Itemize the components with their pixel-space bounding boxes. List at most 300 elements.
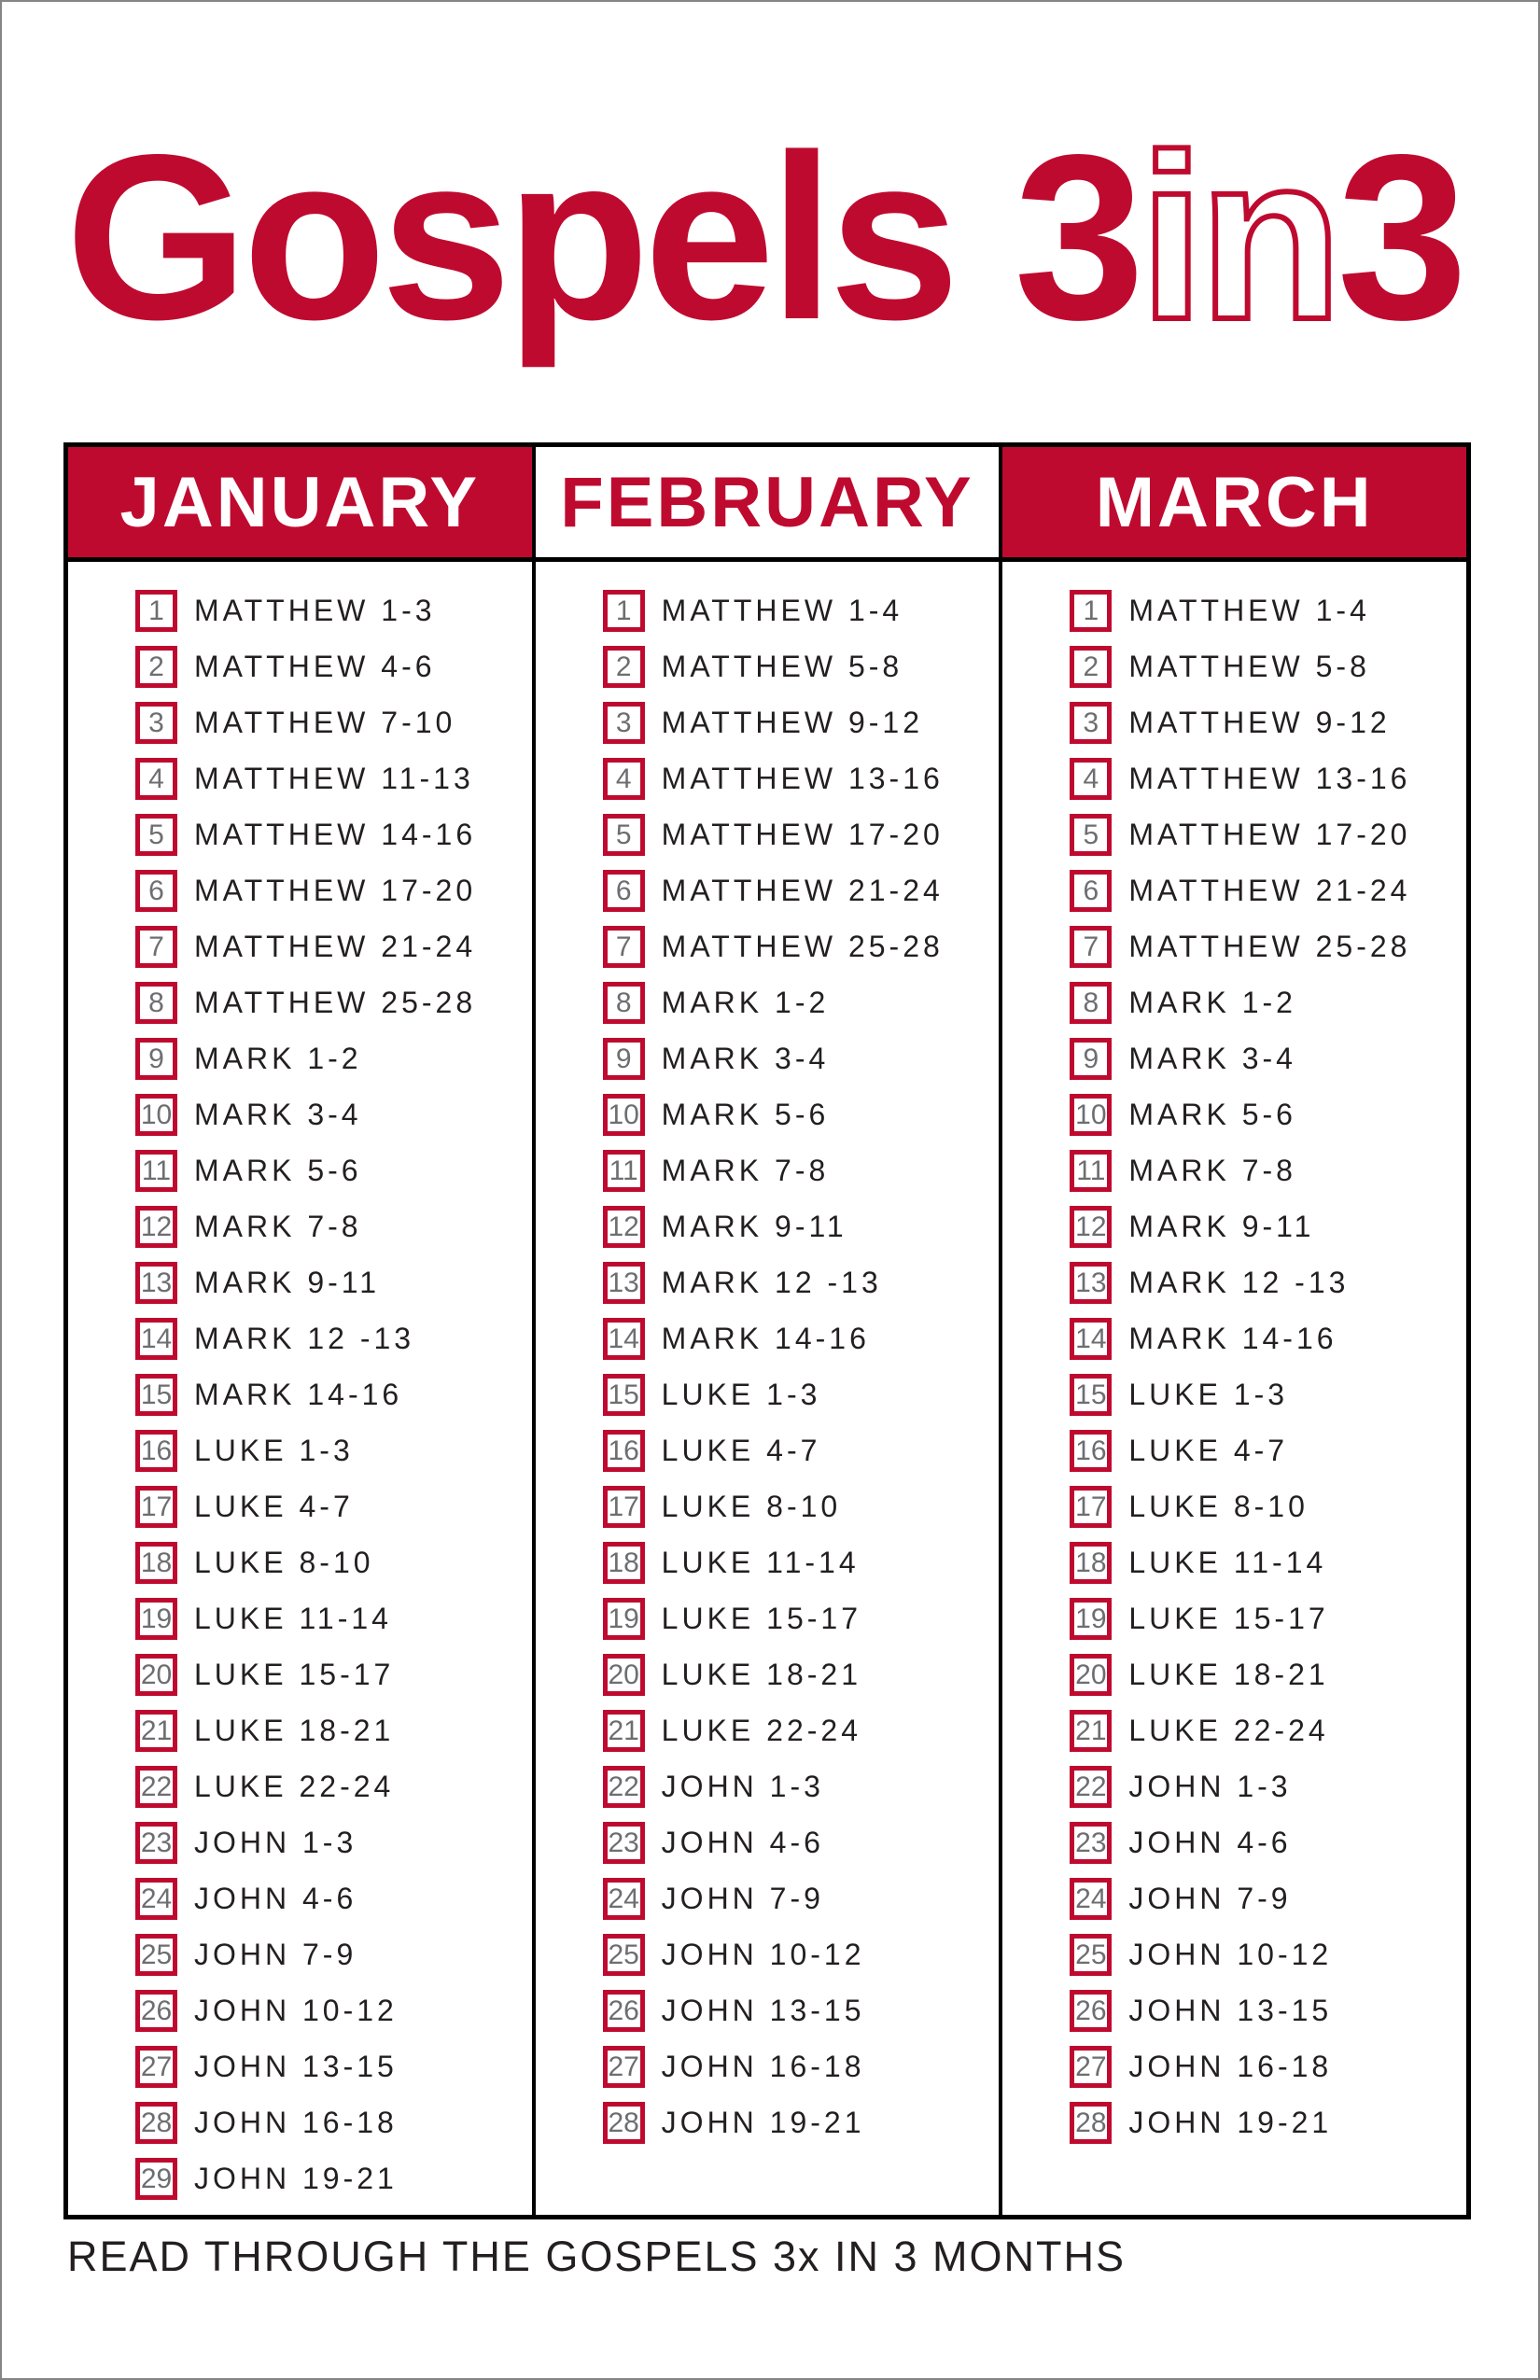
day-number: 19 — [608, 1603, 639, 1634]
reading-label: MARK 9-11 — [1128, 1210, 1315, 1243]
day-checkbox[interactable] — [603, 1430, 645, 1472]
day-checkbox[interactable] — [135, 982, 177, 1024]
reading-label: LUKE 8-10 — [194, 1546, 374, 1579]
reading-label: LUKE 11-14 — [194, 1602, 392, 1635]
day-checkbox[interactable] — [603, 1654, 645, 1696]
day-row — [135, 870, 532, 912]
reading-label: MARK 5-6 — [1128, 1098, 1296, 1131]
day-number: 16 — [1075, 1435, 1107, 1466]
day-number: 16 — [608, 1435, 639, 1466]
day-row — [135, 1654, 532, 1696]
reading-label: MATTHEW 25-28 — [1128, 930, 1411, 963]
day-number: 11 — [609, 1155, 638, 1186]
month-column-january — [68, 562, 532, 2215]
day-number: 6 — [148, 875, 164, 906]
day-number: 22 — [608, 1771, 639, 1802]
day-number: 3 — [1083, 707, 1099, 738]
day-number: 9 — [1083, 1043, 1099, 1074]
day-number: 25 — [140, 1939, 173, 1970]
reading-label: MARK 5-6 — [194, 1154, 362, 1187]
day-row — [1070, 1094, 1466, 1136]
day-checkbox[interactable] — [135, 1206, 177, 1248]
reading-label: JOHN 19-21 — [661, 2106, 865, 2139]
day-checkbox[interactable] — [1070, 1430, 1112, 1472]
reading-label: JOHN 19-21 — [194, 2162, 398, 2195]
day-row — [603, 926, 1000, 968]
day-checkbox[interactable] — [603, 1150, 645, 1192]
day-row — [135, 1486, 532, 1528]
day-number: 7 — [615, 931, 632, 962]
day-row — [603, 1542, 1000, 1584]
day-number: 15 — [608, 1379, 639, 1410]
day-checkbox[interactable] — [603, 982, 645, 1024]
day-checkbox[interactable] — [603, 1486, 645, 1528]
day-number: 12 — [1075, 1211, 1107, 1242]
day-row — [1070, 1486, 1466, 1528]
day-number: 8 — [615, 987, 632, 1018]
day-checkbox[interactable] — [135, 1542, 177, 1584]
day-checkbox[interactable] — [135, 1038, 177, 1080]
day-row — [603, 1822, 1000, 1864]
day-row — [603, 982, 1000, 1024]
day-checkbox[interactable] — [603, 1374, 645, 1416]
day-row — [135, 1990, 532, 2032]
day-checkbox[interactable] — [603, 1094, 645, 1136]
day-checkbox[interactable] — [1070, 1374, 1112, 1416]
day-row — [603, 2046, 1000, 2088]
day-checkbox[interactable] — [603, 1766, 645, 1808]
day-checkbox[interactable] — [1070, 1766, 1112, 1808]
day-number: 22 — [1075, 1771, 1107, 1802]
day-checkbox[interactable] — [135, 1430, 177, 1472]
day-row — [603, 1374, 1000, 1416]
day-row — [1070, 702, 1466, 744]
reading-label: LUKE 15-17 — [194, 1658, 395, 1691]
day-number: 13 — [1075, 1267, 1107, 1298]
day-number: 24 — [608, 1883, 639, 1914]
day-number: 25 — [1075, 1939, 1107, 1970]
reading-label: LUKE 8-10 — [1128, 1490, 1309, 1523]
day-row — [603, 646, 1000, 688]
day-checkbox[interactable] — [135, 2158, 177, 2200]
day-number: 8 — [1083, 987, 1099, 1018]
reading-label: LUKE 22-24 — [194, 1770, 395, 1803]
day-checkbox[interactable] — [135, 1094, 177, 1136]
reading-label: JOHN 13-15 — [194, 2050, 398, 2083]
day-row — [135, 926, 532, 968]
reading-label: LUKE 15-17 — [1128, 1602, 1329, 1635]
day-number: 7 — [1083, 931, 1099, 962]
day-checkbox[interactable] — [1070, 1710, 1112, 1752]
day-checkbox[interactable] — [1070, 1990, 1112, 2032]
reading-label: JOHN 7-9 — [1128, 1882, 1292, 1915]
day-number: 4 — [148, 763, 164, 794]
day-row — [603, 870, 1000, 912]
reading-label: MARK 3-4 — [1128, 1042, 1296, 1075]
day-row — [603, 1262, 1000, 1304]
day-checkbox[interactable] — [603, 646, 645, 688]
day-number: 1 — [1083, 595, 1099, 626]
reading-label: MATTHEW 11-13 — [194, 762, 474, 795]
reading-label: MARK 3-4 — [194, 1098, 362, 1131]
day-row — [603, 1710, 1000, 1752]
reading-label: LUKE 18-21 — [194, 1714, 395, 1747]
day-number: 13 — [140, 1267, 173, 1298]
day-row — [1070, 1374, 1466, 1416]
day-row — [135, 1094, 532, 1136]
day-checkbox[interactable] — [603, 926, 645, 968]
month-body-row — [68, 562, 1466, 2215]
day-checkbox[interactable] — [1070, 1822, 1112, 1864]
day-number: 27 — [140, 2051, 173, 2082]
day-row — [1070, 646, 1466, 688]
day-checkbox[interactable] — [135, 646, 177, 688]
day-checkbox[interactable] — [603, 2102, 645, 2144]
day-checkbox[interactable] — [603, 1206, 645, 1248]
reading-label: MATTHEW 21-24 — [1128, 874, 1411, 907]
day-row — [603, 2102, 1000, 2144]
day-checkbox[interactable] — [603, 702, 645, 744]
day-number: 24 — [1075, 1883, 1107, 1914]
footer-tagline: READ THROUGH THE GOSPELS 3x IN 3 MONTHS — [67, 2233, 1127, 2280]
day-row — [1070, 1654, 1466, 1696]
day-row — [603, 1598, 1000, 1640]
day-row — [1070, 870, 1466, 912]
day-row — [603, 590, 1000, 632]
day-row — [135, 2158, 532, 2200]
reading-label: MATTHEW 4-6 — [194, 650, 436, 683]
day-row — [135, 702, 532, 744]
day-row — [135, 814, 532, 856]
day-row — [135, 646, 532, 688]
day-row — [603, 1206, 1000, 1248]
day-checkbox[interactable] — [1070, 1598, 1112, 1640]
day-number: 10 — [1075, 1099, 1107, 1130]
day-checkbox[interactable] — [1070, 982, 1112, 1024]
day-number: 5 — [1083, 819, 1099, 850]
reading-label: MATTHEW 17-20 — [1128, 818, 1411, 851]
day-number: 21 — [140, 1715, 173, 1746]
reading-label: LUKE 11-14 — [661, 1546, 860, 1579]
day-number: 19 — [140, 1603, 173, 1634]
day-number: 3 — [148, 707, 164, 738]
day-checkbox[interactable] — [135, 1934, 177, 1976]
day-row — [603, 1318, 1000, 1360]
day-row — [1070, 1038, 1466, 1080]
reading-label: JOHN 10-12 — [661, 1938, 865, 1971]
day-checkbox[interactable] — [135, 1990, 177, 2032]
day-checkbox[interactable] — [603, 1710, 645, 1752]
day-row — [1070, 1318, 1466, 1360]
day-row — [135, 1822, 532, 1864]
reading-label: MARK 12 -13 — [1128, 1266, 1350, 1299]
reading-label: LUKE 22-24 — [661, 1714, 861, 1747]
day-row — [135, 1878, 532, 1920]
day-checkbox[interactable] — [603, 814, 645, 856]
day-row — [135, 1934, 532, 1976]
day-number: 28 — [1075, 2107, 1107, 2138]
day-row — [135, 2046, 532, 2088]
day-number: 26 — [140, 1995, 173, 2026]
day-checkbox[interactable] — [1070, 2046, 1112, 2088]
day-number: 26 — [1075, 1995, 1107, 2026]
day-row — [603, 758, 1000, 800]
day-number: 28 — [140, 2107, 173, 2138]
day-row — [1070, 590, 1466, 632]
reading-label: JOHN 1-3 — [194, 1826, 357, 1859]
page-title — [65, 106, 1463, 370]
day-checkbox[interactable] — [135, 926, 177, 968]
reading-label: MATTHEW 17-20 — [661, 818, 944, 851]
day-row — [135, 1430, 532, 1472]
reading-label: LUKE 11-14 — [1128, 1546, 1327, 1579]
day-number: 18 — [608, 1547, 639, 1578]
day-checkbox[interactable] — [1070, 1542, 1112, 1584]
reading-label: JOHN 4-6 — [1128, 1826, 1292, 1859]
day-number: 16 — [140, 1435, 173, 1466]
reading-label: MATTHEW 9-12 — [661, 706, 923, 739]
day-row — [1070, 814, 1466, 856]
day-number: 15 — [140, 1379, 173, 1410]
day-number: 12 — [140, 1211, 173, 1242]
day-checkbox[interactable] — [603, 1990, 645, 2032]
reading-label: MARK 14-16 — [661, 1322, 870, 1355]
day-row — [1070, 1206, 1466, 1248]
day-row — [135, 1710, 532, 1752]
day-row — [1070, 1878, 1466, 1920]
day-checkbox[interactable] — [603, 1038, 645, 1080]
day-checkbox[interactable] — [135, 1766, 177, 1808]
day-checkbox[interactable] — [135, 2046, 177, 2088]
day-row — [135, 1598, 532, 1640]
reading-label: JOHN 7-9 — [661, 1882, 824, 1915]
reading-label: JOHN 1-3 — [661, 1770, 824, 1803]
reading-label: MARK 1-2 — [194, 1042, 362, 1075]
day-number: 14 — [140, 1323, 173, 1354]
reading-label: MATTHEW 13-16 — [1128, 762, 1411, 795]
day-checkbox[interactable] — [1070, 926, 1112, 968]
day-row — [1070, 1262, 1466, 1304]
day-checkbox[interactable] — [135, 1710, 177, 1752]
day-row — [603, 1990, 1000, 2032]
day-row — [603, 702, 1000, 744]
reading-label: JOHN 16-18 — [194, 2106, 398, 2139]
day-number: 4 — [1083, 763, 1099, 794]
reading-label: MATTHEW 9-12 — [1128, 706, 1391, 739]
day-checkbox[interactable] — [603, 1598, 645, 1640]
day-number: 5 — [615, 819, 632, 850]
day-checkbox[interactable] — [603, 1934, 645, 1976]
day-number: 7 — [148, 931, 164, 962]
day-checkbox[interactable] — [1070, 1150, 1112, 1192]
reading-label: LUKE 1-3 — [1128, 1378, 1289, 1411]
day-checkbox[interactable] — [135, 1374, 177, 1416]
reading-label: MARK 14-16 — [1128, 1322, 1337, 1355]
day-number: 23 — [608, 1827, 639, 1858]
day-row — [135, 982, 532, 1024]
day-checkbox[interactable] — [1070, 702, 1112, 744]
day-checkbox[interactable] — [1070, 1038, 1112, 1080]
day-checkbox[interactable] — [1070, 758, 1112, 800]
reading-label: MARK 5-6 — [661, 1098, 830, 1131]
day-checkbox[interactable] — [135, 870, 177, 912]
day-checkbox[interactable] — [1070, 870, 1112, 912]
day-row — [1070, 1934, 1466, 1976]
day-number: 12 — [608, 1211, 639, 1242]
day-number: 6 — [615, 875, 632, 906]
day-row — [1070, 2102, 1466, 2144]
day-checkbox[interactable] — [603, 870, 645, 912]
day-number: 17 — [1075, 1491, 1107, 1522]
day-number: 10 — [608, 1099, 639, 1130]
day-number: 23 — [140, 1827, 173, 1858]
day-row — [135, 1766, 532, 1808]
day-row — [1070, 1150, 1466, 1192]
reading-label: JOHN 7-9 — [194, 1938, 357, 1971]
reading-label: MARK 1-2 — [661, 986, 830, 1019]
day-row — [603, 1486, 1000, 1528]
reading-label: MATTHEW 21-24 — [194, 930, 477, 963]
reading-label: JOHN 10-12 — [194, 1994, 398, 2027]
day-number: 25 — [608, 1939, 639, 1970]
reading-label: MATTHEW 1-3 — [194, 594, 436, 627]
day-checkbox[interactable] — [1070, 1934, 1112, 1976]
day-row — [603, 814, 1000, 856]
reading-label: MARK 14-16 — [194, 1378, 403, 1411]
day-number: 17 — [608, 1491, 639, 1522]
day-number: 1 — [148, 595, 164, 626]
day-checkbox[interactable] — [135, 814, 177, 856]
reading-label: LUKE 8-10 — [661, 1490, 842, 1523]
day-number: 2 — [615, 651, 632, 682]
day-checkbox[interactable] — [135, 1878, 177, 1920]
reading-label: LUKE 1-3 — [194, 1434, 354, 1467]
reading-label: LUKE 4-7 — [661, 1434, 821, 1467]
day-checkbox[interactable] — [135, 1598, 177, 1640]
day-row — [135, 1374, 532, 1416]
reading-label: LUKE 1-3 — [661, 1378, 821, 1411]
day-number: 23 — [1075, 1827, 1107, 1858]
day-checkbox[interactable] — [135, 2102, 177, 2144]
day-number: 11 — [141, 1155, 172, 1186]
day-checkbox[interactable] — [603, 2046, 645, 2088]
day-number: 1 — [615, 595, 632, 626]
day-row — [135, 590, 532, 632]
day-number: 6 — [1083, 875, 1099, 906]
day-checkbox[interactable] — [135, 590, 177, 632]
day-checkbox[interactable] — [603, 1318, 645, 1360]
day-checkbox[interactable] — [135, 1262, 177, 1304]
day-row — [603, 1934, 1000, 1976]
reading-label: MATTHEW 1-4 — [661, 594, 903, 627]
day-checkbox[interactable] — [1070, 1318, 1112, 1360]
reading-label: JOHN 13-15 — [1128, 1994, 1333, 2027]
day-checkbox[interactable] — [135, 1822, 177, 1864]
day-number: 5 — [148, 819, 164, 850]
day-checkbox[interactable] — [1070, 1262, 1112, 1304]
reading-label: MARK 1-2 — [1128, 986, 1296, 1019]
reading-label: LUKE 18-21 — [661, 1658, 861, 1691]
day-checkbox[interactable] — [135, 1150, 177, 1192]
day-number: 19 — [1075, 1603, 1107, 1634]
day-row — [135, 1542, 532, 1584]
day-row — [1070, 1766, 1466, 1808]
day-row — [135, 1318, 532, 1360]
day-checkbox[interactable] — [1070, 1654, 1112, 1696]
day-checkbox[interactable] — [135, 1654, 177, 1696]
day-number: 8 — [148, 987, 164, 1018]
month-header-february: FEBRUARY — [532, 447, 1000, 557]
day-checkbox[interactable] — [135, 758, 177, 800]
reading-label: LUKE 4-7 — [1128, 1434, 1289, 1467]
day-row — [1070, 1430, 1466, 1472]
day-number: 20 — [1075, 1659, 1107, 1690]
day-row — [1070, 1822, 1466, 1864]
reading-label: JOHN 13-15 — [661, 1994, 865, 2027]
day-number: 29 — [140, 2163, 173, 2194]
day-row — [603, 1766, 1000, 1808]
day-checkbox[interactable] — [135, 1486, 177, 1528]
reading-label: MARK 7-8 — [1128, 1154, 1296, 1187]
reading-label: MARK 12 -13 — [661, 1266, 882, 1299]
day-checkbox[interactable] — [1070, 1206, 1112, 1248]
title-outlined: in — [1139, 106, 1337, 369]
day-checkbox[interactable] — [135, 1318, 177, 1360]
day-checkbox[interactable] — [603, 1542, 645, 1584]
day-number: 3 — [615, 707, 632, 738]
day-number: 17 — [140, 1491, 173, 1522]
day-row — [135, 758, 532, 800]
day-checkbox[interactable] — [1070, 814, 1112, 856]
day-row — [603, 1094, 1000, 1136]
day-checkbox[interactable] — [1070, 1878, 1112, 1920]
day-number: 2 — [148, 651, 164, 682]
day-row — [603, 1430, 1000, 1472]
day-checkbox[interactable] — [603, 758, 645, 800]
reading-label: JOHN 16-18 — [1128, 2050, 1333, 2083]
day-number: 18 — [1075, 1547, 1107, 1578]
day-checkbox[interactable] — [1070, 1094, 1112, 1136]
reading-label: MARK 3-4 — [661, 1042, 830, 1075]
reading-label: LUKE 22-24 — [1128, 1714, 1329, 1747]
title-solid-right: 3 — [1337, 106, 1463, 369]
reading-label: JOHN 16-18 — [661, 2050, 865, 2083]
day-number: 27 — [1075, 2051, 1107, 2082]
day-checkbox[interactable] — [135, 702, 177, 744]
day-checkbox[interactable] — [603, 590, 645, 632]
day-row — [135, 1262, 532, 1304]
day-number: 20 — [140, 1659, 173, 1690]
day-checkbox[interactable] — [1070, 1486, 1112, 1528]
day-row — [1070, 1990, 1466, 2032]
day-number: 9 — [615, 1043, 632, 1074]
day-row — [135, 1150, 532, 1192]
day-row — [603, 1038, 1000, 1080]
day-checkbox[interactable] — [1070, 2102, 1112, 2144]
reading-label: MATTHEW 13-16 — [661, 762, 944, 795]
reading-label: MATTHEW 25-28 — [194, 986, 477, 1019]
day-checkbox[interactable] — [603, 1822, 645, 1864]
day-checkbox[interactable] — [1070, 646, 1112, 688]
day-checkbox[interactable] — [1070, 590, 1112, 632]
month-header-march: MARCH — [999, 447, 1466, 557]
day-number: 14 — [1075, 1323, 1107, 1354]
day-checkbox[interactable] — [603, 1878, 645, 1920]
day-row — [603, 1878, 1000, 1920]
day-checkbox[interactable] — [603, 1262, 645, 1304]
reading-label: MATTHEW 21-24 — [661, 874, 944, 907]
month-header-row — [68, 447, 1466, 562]
